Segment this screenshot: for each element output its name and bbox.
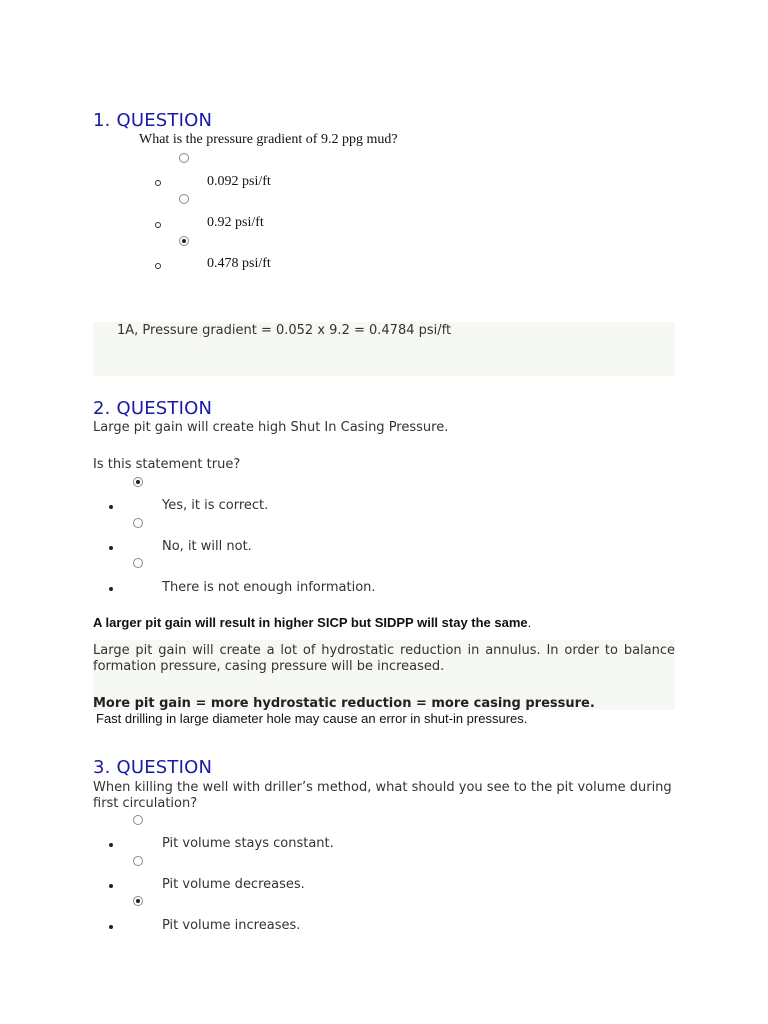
list-bullet — [109, 925, 113, 929]
question-3-option-1-label: Pit volume stays constant. — [162, 836, 334, 851]
question-2-summary: More pit gain = more hydrostatic reduction = more casing pressure. — [93, 696, 595, 711]
question-2-extra-note: Fast drilling in large diameter hole may cause an error in shut-in pressures. — [96, 711, 528, 726]
question-2-option-1-label: Yes, it is correct. — [162, 498, 269, 513]
question-3-option-3-radio[interactable] — [133, 896, 143, 906]
list-bullet — [155, 180, 161, 186]
question-2-text: Large pit gain will create high Shut In Casing Pressure. — [93, 420, 449, 435]
list-bullet — [109, 505, 113, 509]
question-1-option-3-label: 0.478 psi/ft — [207, 256, 271, 271]
list-bullet — [109, 884, 113, 888]
question-1-answer: 1A, Pressure gradient = 0.052 x 9.2 = 0.4784 psi/ft — [117, 323, 452, 338]
question-3-text: When killing the well with driller’s method, what should you see to the pit volume during first circulation? — [93, 780, 672, 811]
question-3-option-3-label: Pit volume increases. — [162, 918, 301, 933]
question-2-option-2-label: No, it will not. — [162, 539, 252, 554]
question-2-note-bold: A larger pit gain will result in higher SICP but SIDPP will stay the same — [93, 615, 528, 630]
list-bullet — [109, 843, 113, 847]
question-2-option-3-radio[interactable] — [133, 558, 143, 568]
question-2-prompt: Is this statement true? — [93, 457, 241, 472]
question-1-option-2-radio[interactable] — [179, 194, 189, 204]
question-1-option-3-radio[interactable] — [179, 236, 189, 246]
list-bullet — [155, 263, 161, 269]
question-1-title: 1. QUESTION — [93, 110, 213, 131]
question-1-option-2-label: 0.92 psi/ft — [207, 215, 264, 230]
list-bullet — [109, 546, 113, 550]
question-2-option-2-radio[interactable] — [133, 518, 143, 528]
question-2-explanation: Large pit gain will create a lot of hydrostatic reduction in annulus. In order to balance formation pressure, casing pressure will be increased. — [93, 643, 675, 674]
question-3-option-1-radio[interactable] — [133, 815, 143, 825]
list-bullet — [109, 587, 113, 591]
question-3-title: 3. QUESTION — [93, 757, 213, 778]
question-3-option-2-label: Pit volume decreases. — [162, 877, 305, 892]
question-2-note-period: . — [527, 615, 532, 630]
question-2-option-3-label: There is not enough information. — [162, 580, 376, 595]
question-2-note — [93, 612, 531, 631]
question-1-option-1-radio[interactable] — [179, 153, 189, 163]
list-bullet — [155, 222, 161, 228]
question-3-option-2-radio[interactable] — [133, 856, 143, 866]
question-2-title: 2. QUESTION — [93, 398, 213, 419]
question-1-text: What is the pressure gradient of 9.2 ppg mud? — [139, 132, 398, 147]
question-1-option-1-label: 0.092 psi/ft — [207, 174, 271, 189]
question-2-option-1-radio[interactable] — [133, 477, 143, 487]
